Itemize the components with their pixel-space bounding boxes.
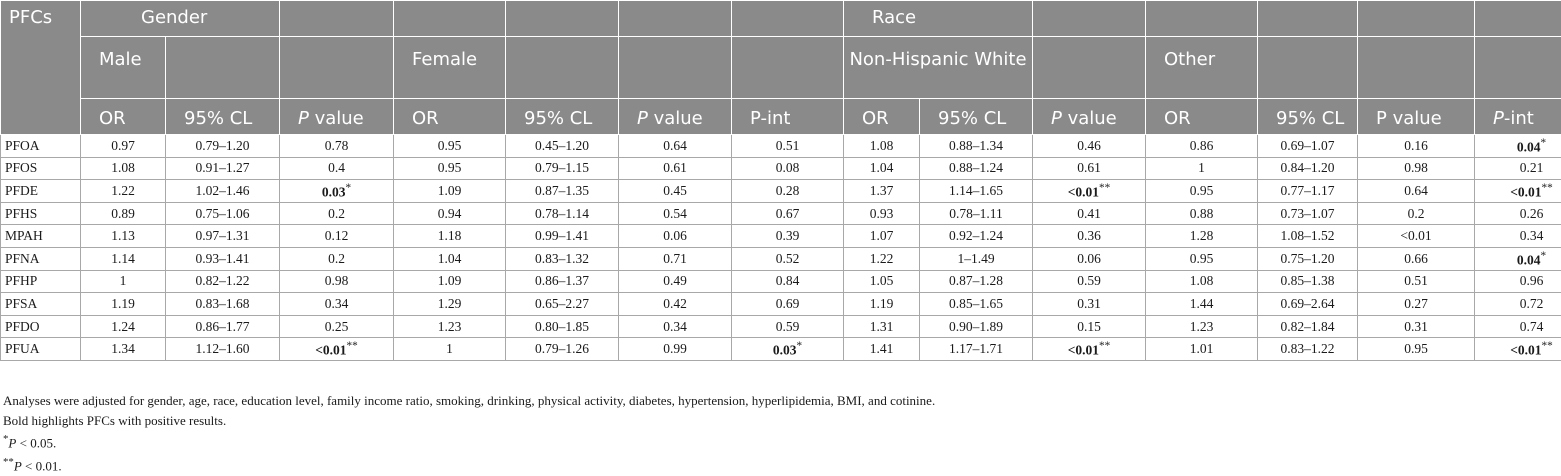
cell-name: PFOA <box>1 135 81 158</box>
header-non-hispanic-white: Non-Hispanic White <box>844 37 1033 99</box>
cell-race-pint: 0.21 <box>1475 157 1561 180</box>
cell-white-or: 1.22 <box>844 247 920 270</box>
cell-white-ci: 0.78–1.11 <box>920 202 1033 225</box>
cell-other-or: 1.08 <box>1146 270 1258 293</box>
cell-other-ci: 0.85–1.38 <box>1258 270 1358 293</box>
cell-white-or: 1.31 <box>844 315 920 338</box>
cell-other-p: 0.66 <box>1358 247 1475 270</box>
cell-name: PFOS <box>1 157 81 180</box>
cell-white-p: 0.36 <box>1033 225 1146 248</box>
header-female: Female <box>394 37 506 99</box>
cell-male-or: 1.22 <box>81 180 166 203</box>
cell-female-ci: 0.87–1.35 <box>506 180 619 203</box>
cell-other-ci: 0.82–1.84 <box>1258 315 1358 338</box>
table-header <box>1 1 1561 135</box>
cell-gender-pint: 0.67 <box>732 202 844 225</box>
cell-other-or: 0.88 <box>1146 202 1258 225</box>
cell-other-p: 0.64 <box>1358 180 1475 203</box>
table-row <box>1 135 1561 158</box>
header-other-or: OR <box>1146 99 1258 135</box>
cell-female-p: 0.45 <box>619 180 732 203</box>
header-other-p: P value <box>1358 99 1475 135</box>
cell-race-pint: 0.04* <box>1475 247 1561 270</box>
cell-male-or: 1 <box>81 270 166 293</box>
cell-female-ci: 0.83–1.32 <box>506 247 619 270</box>
cell-other-p: 0.51 <box>1358 270 1475 293</box>
cell-race-pint: 0.72 <box>1475 293 1561 316</box>
cell-race-pint: 0.74 <box>1475 315 1561 338</box>
cell-female-p: 0.06 <box>619 225 732 248</box>
cell-male-or: 1.34 <box>81 338 166 361</box>
cell-white-ci: 0.85–1.65 <box>920 293 1033 316</box>
header-white-or: OR <box>844 99 920 135</box>
cell-male-or: 1.08 <box>81 157 166 180</box>
cell-gender-pint: 0.03* <box>732 338 844 361</box>
cell-white-p: <0.01** <box>1033 180 1146 203</box>
cell-other-ci: 0.69–2.64 <box>1258 293 1358 316</box>
cell-gender-pint: 0.08 <box>732 157 844 180</box>
cell-other-ci: 0.69–1.07 <box>1258 135 1358 158</box>
cell-male-p: 0.4 <box>280 157 394 180</box>
cell-other-ci: 1.08–1.52 <box>1258 225 1358 248</box>
header-pfcs: PFCs <box>1 1 81 135</box>
cell-white-or: 1.37 <box>844 180 920 203</box>
cell-female-p: 0.54 <box>619 202 732 225</box>
cell-male-ci: 0.75–1.06 <box>166 202 280 225</box>
cell-white-or: 0.93 <box>844 202 920 225</box>
cell-female-or: 1.23 <box>394 315 506 338</box>
cell-female-or: 1 <box>394 338 506 361</box>
table-row <box>1 270 1561 293</box>
cell-gender-pint: 0.84 <box>732 270 844 293</box>
cell-male-ci: 0.83–1.68 <box>166 293 280 316</box>
cell-other-or: 1 <box>1146 157 1258 180</box>
note-p005: *P < 0.05. <box>3 430 935 453</box>
cell-female-p: 0.99 <box>619 338 732 361</box>
cell-white-or: 1.05 <box>844 270 920 293</box>
header-white-ci: 95% CL <box>920 99 1033 135</box>
header-white-p: P value <box>1033 99 1146 135</box>
cell-female-p: 0.34 <box>619 315 732 338</box>
cell-other-p: 0.27 <box>1358 293 1475 316</box>
header-female-or: OR <box>394 99 506 135</box>
table-row <box>1 202 1561 225</box>
header-gender-pint: P-int <box>732 99 844 135</box>
cell-other-or: 1.28 <box>1146 225 1258 248</box>
cell-male-p: <0.01** <box>280 338 394 361</box>
cell-male-p: 0.98 <box>280 270 394 293</box>
cell-male-or: 1.24 <box>81 315 166 338</box>
cell-other-p: 0.2 <box>1358 202 1475 225</box>
cell-female-ci: 0.99–1.41 <box>506 225 619 248</box>
cell-male-ci: 1.12–1.60 <box>166 338 280 361</box>
header-male-ci: 95% CL <box>166 99 280 135</box>
cell-name: PFHS <box>1 202 81 225</box>
cell-female-ci: 0.86–1.37 <box>506 270 619 293</box>
cell-female-or: 0.95 <box>394 157 506 180</box>
cell-white-ci: 0.92–1.24 <box>920 225 1033 248</box>
header-race-pint: P-int <box>1475 99 1561 135</box>
cell-white-or: 1.04 <box>844 157 920 180</box>
cell-female-ci: 0.79–1.26 <box>506 338 619 361</box>
cell-female-or: 0.95 <box>394 135 506 158</box>
cell-male-ci: 0.79–1.20 <box>166 135 280 158</box>
cell-white-ci: 0.88–1.34 <box>920 135 1033 158</box>
header-female-p: P value <box>619 99 732 135</box>
cell-female-p: 0.49 <box>619 270 732 293</box>
cell-other-or: 1.23 <box>1146 315 1258 338</box>
cell-other-p: 0.95 <box>1358 338 1475 361</box>
table-body <box>1 135 1561 361</box>
cell-male-p: 0.12 <box>280 225 394 248</box>
cell-white-ci: 0.90–1.89 <box>920 315 1033 338</box>
cell-name: PFNA <box>1 247 81 270</box>
cell-other-ci: 0.84–1.20 <box>1258 157 1358 180</box>
table-row <box>1 157 1561 180</box>
table-footnotes <box>3 391 935 476</box>
cell-male-or: 0.97 <box>81 135 166 158</box>
cell-other-ci: 0.73–1.07 <box>1258 202 1358 225</box>
table-row <box>1 180 1561 203</box>
cell-white-or: 1.19 <box>844 293 920 316</box>
cell-female-ci: 0.79–1.15 <box>506 157 619 180</box>
cell-name: PFSA <box>1 293 81 316</box>
cell-male-or: 0.89 <box>81 202 166 225</box>
cell-other-p: 0.16 <box>1358 135 1475 158</box>
table-row <box>1 225 1561 248</box>
cell-female-ci: 0.78–1.14 <box>506 202 619 225</box>
cell-male-p: 0.2 <box>280 202 394 225</box>
cell-white-ci: 1.14–1.65 <box>920 180 1033 203</box>
cell-female-p: 0.71 <box>619 247 732 270</box>
cell-gender-pint: 0.52 <box>732 247 844 270</box>
cell-other-ci: 0.83–1.22 <box>1258 338 1358 361</box>
cell-male-p: 0.78 <box>280 135 394 158</box>
header-male: Male <box>81 37 166 99</box>
cell-male-ci: 0.91–1.27 <box>166 157 280 180</box>
cell-gender-pint: 0.59 <box>732 315 844 338</box>
header-other-ci: 95% CL <box>1258 99 1358 135</box>
header-race: Race <box>844 1 1033 37</box>
cell-race-pint: 0.96 <box>1475 270 1561 293</box>
cell-white-p: 0.61 <box>1033 157 1146 180</box>
header-male-p: P value <box>280 99 394 135</box>
cell-male-p: 0.2 <box>280 247 394 270</box>
cell-white-p: 0.41 <box>1033 202 1146 225</box>
cell-race-pint: 0.34 <box>1475 225 1561 248</box>
note-bold: Bold highlights PFCs with positive results. <box>3 411 935 431</box>
header-other: Other <box>1146 37 1258 99</box>
cell-white-p: 0.15 <box>1033 315 1146 338</box>
cell-race-pint: 0.26 <box>1475 202 1561 225</box>
cell-other-ci: 0.75–1.20 <box>1258 247 1358 270</box>
cell-female-p: 0.61 <box>619 157 732 180</box>
cell-race-pint: 0.04* <box>1475 135 1561 158</box>
cell-other-p: <0.01 <box>1358 225 1475 248</box>
cell-white-or: 1.07 <box>844 225 920 248</box>
header-gender: Gender <box>81 1 280 37</box>
cell-female-p: 0.42 <box>619 293 732 316</box>
cell-male-or: 1.13 <box>81 225 166 248</box>
cell-white-ci: 1.17–1.71 <box>920 338 1033 361</box>
cell-male-ci: 0.82–1.22 <box>166 270 280 293</box>
cell-female-ci: 0.45–1.20 <box>506 135 619 158</box>
cell-male-p: 0.25 <box>280 315 394 338</box>
cell-female-or: 1.29 <box>394 293 506 316</box>
cell-female-p: 0.64 <box>619 135 732 158</box>
cell-white-p: 0.31 <box>1033 293 1146 316</box>
cell-female-ci: 0.65–2.27 <box>506 293 619 316</box>
cell-gender-pint: 0.69 <box>732 293 844 316</box>
cell-name: PFDO <box>1 315 81 338</box>
cell-race-pint: <0.01** <box>1475 180 1561 203</box>
cell-female-or: 1.09 <box>394 270 506 293</box>
header-male-or: OR <box>81 99 166 135</box>
cell-other-or: 0.86 <box>1146 135 1258 158</box>
header-female-ci: 95% CL <box>506 99 619 135</box>
cell-name: PFDE <box>1 180 81 203</box>
cell-white-or: 1.41 <box>844 338 920 361</box>
cell-female-or: 0.94 <box>394 202 506 225</box>
cell-white-p: <0.01** <box>1033 338 1146 361</box>
cell-gender-pint: 0.51 <box>732 135 844 158</box>
cell-name: PFUA <box>1 338 81 361</box>
cell-male-or: 1.14 <box>81 247 166 270</box>
cell-gender-pint: 0.39 <box>732 225 844 248</box>
cell-other-or: 1.44 <box>1146 293 1258 316</box>
cell-male-p: 0.03* <box>280 180 394 203</box>
cell-male-or: 1.19 <box>81 293 166 316</box>
cell-name: PFHP <box>1 270 81 293</box>
cell-female-or: 1.09 <box>394 180 506 203</box>
cell-male-ci: 0.97–1.31 <box>166 225 280 248</box>
cell-name: MPAH <box>1 225 81 248</box>
cell-other-ci: 0.77–1.17 <box>1258 180 1358 203</box>
cell-other-or: 1.01 <box>1146 338 1258 361</box>
cell-white-or: 1.08 <box>844 135 920 158</box>
cell-other-or: 0.95 <box>1146 180 1258 203</box>
note-adjusted: Analyses were adjusted for gender, age, race, education level, family income ratio, smoking, drinking, physical activity, diabetes, hypertension, hyperlipidemia, BMI, and cotinine. <box>3 391 935 411</box>
cell-female-ci: 0.80–1.85 <box>506 315 619 338</box>
table-row <box>1 293 1561 316</box>
cell-white-p: 0.46 <box>1033 135 1146 158</box>
cell-female-or: 1.18 <box>394 225 506 248</box>
table-row <box>1 338 1561 361</box>
cell-gender-pint: 0.28 <box>732 180 844 203</box>
note-p001: **P < 0.01. <box>3 453 935 476</box>
cell-male-ci: 1.02–1.46 <box>166 180 280 203</box>
cell-white-ci: 0.87–1.28 <box>920 270 1033 293</box>
cell-white-ci: 0.88–1.24 <box>920 157 1033 180</box>
cell-other-or: 0.95 <box>1146 247 1258 270</box>
cell-male-ci: 0.86–1.77 <box>166 315 280 338</box>
table-row <box>1 247 1561 270</box>
cell-male-p: 0.34 <box>280 293 394 316</box>
cell-other-p: 0.31 <box>1358 315 1475 338</box>
table-row <box>1 315 1561 338</box>
cell-other-p: 0.98 <box>1358 157 1475 180</box>
cell-race-pint: <0.01** <box>1475 338 1561 361</box>
cell-white-ci: 1–1.49 <box>920 247 1033 270</box>
cell-female-or: 1.04 <box>394 247 506 270</box>
cell-white-p: 0.06 <box>1033 247 1146 270</box>
cell-male-ci: 0.93–1.41 <box>166 247 280 270</box>
cell-white-p: 0.59 <box>1033 270 1146 293</box>
